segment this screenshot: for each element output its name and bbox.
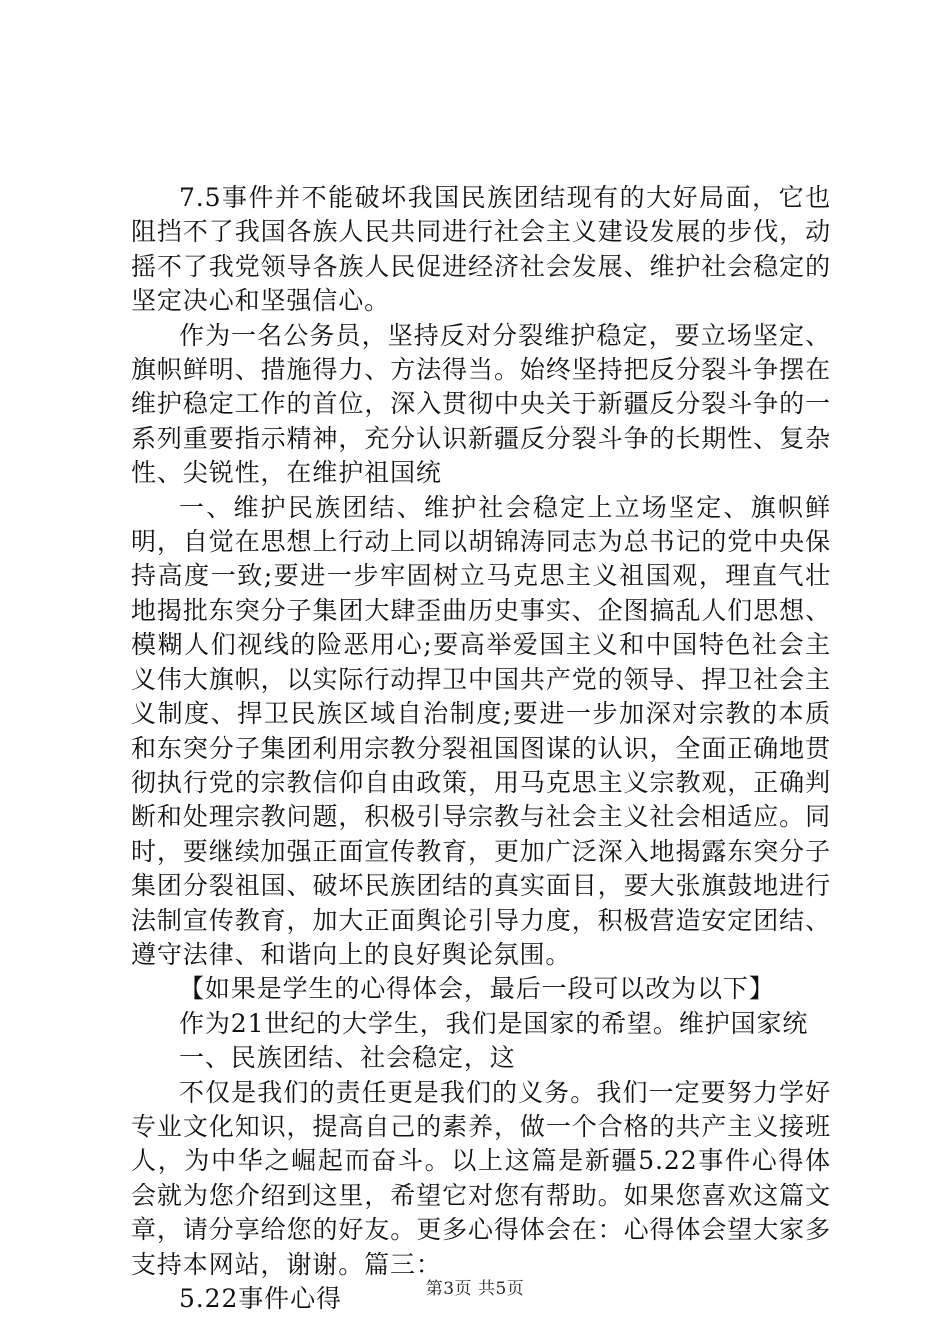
document-body	[131, 181, 831, 1316]
page-number-footer: 第3页 共5页	[425, 1279, 525, 1299]
paragraph-6: 一、民族团结、社会稳定，这	[179, 1043, 516, 1073]
paragraph-3: 一、维护民族团结、维护社会稳定上立场坚定、旗帜鲜明，自觉在思想上行动上同以胡锦涛同志为总书记的党中央保持高度一致;要进一步牢固树立马克思主义祖国观，理直气壮地揭批东突分子集团大肆歪曲历史事实、企图搞乱人们思想、模糊人们视线的险恶用心;要高举爱国主义和中国特色社会主义伟大旗帜，以实际行动捍卫中国共产党的领导、捍卫社会主义制度、捍卫民族区域自治制度;要进一步加深对宗教的本质和东突分子集团利用宗教分裂祖国图谋的认识，全面正确地贯彻执行党的宗教信仰自由政策，用马克思主义宗教观，正确判断和处理宗教问题，积极引导宗教与社会主义社会相适应。同时，要继续加强正面宣传教育，更加广泛深入地揭露东突分子集团分裂祖国、破坏民族团结的真实面目，要大张旗鼓地进行法制宣传教育，加大正面舆论引导力度，积极营造安定团结、遵守法律、和谐向上的良好舆论氛围。	[131, 492, 831, 969]
paragraph-4: 【如果是学生的心得体会，最后一段可以改为以下】	[179, 974, 775, 1004]
paragraph-8: 5.22事件心得	[179, 1284, 342, 1313]
paragraph-2: 作为一名公务员，坚持反对分裂维护稳定，要立场坚定、旗帜鲜明、措施得力、方法得当。始终坚持把反分裂斗争摆在维护稳定工作的首位，深入贯彻中央关于新疆反分裂斗争的一系列重要指示精神，充分认识新疆反分裂斗争的长期性、复杂性、尖锐性，在维护祖国统	[131, 320, 831, 488]
paragraph-7: 不仅是我们的责任更是我们的义务。我们一定要努力学好专业文化知识，提高自己的素养，做一个合格的共产主义接班人，为中华之崛起而奋斗。以上这篇是新疆5.22事件心得体会就为您介绍到这里，希望它对您有帮助。如果您喜欢这篇文章，请分享给您的好友。更多心得体会在：心得体会望大家多支持本网站，谢谢。篇三：	[131, 1077, 831, 1279]
paragraph-1: 7.5事件并不能破坏我国民族团结现有的大好局面，它也阻挡不了我国各族人民共同进行社会主义建设发展的步伐，动摇不了我党领导各族人民促进经济社会发展、维护社会稳定的坚定决心和坚强信心。	[131, 183, 831, 316]
paragraph-5: 作为21世纪的大学生，我们是国家的希望。维护国家统	[179, 1008, 809, 1038]
